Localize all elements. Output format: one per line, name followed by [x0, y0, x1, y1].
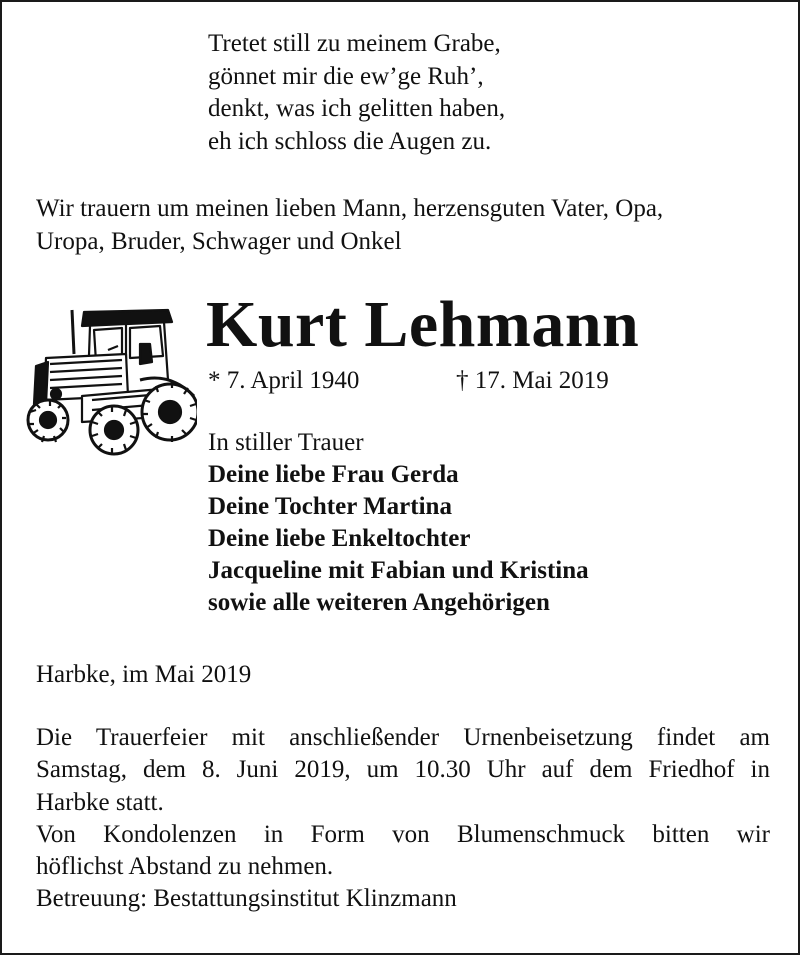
- place-date: Harbke, im Mai 2019: [36, 661, 252, 688]
- mourning-intro: [36, 192, 776, 258]
- mourner-line: Deine Tochter Martina: [208, 493, 452, 520]
- funeral-notice: [36, 722, 770, 916]
- notice-line: Die Trauerfeier mit anschließender Urnenbeisetzung findet am: [36, 724, 770, 751]
- mourner-line: sowie alle weiteren Angehörigen: [208, 589, 550, 616]
- death-date: † 17. Mai 2019: [456, 367, 609, 394]
- notice-line: Samstag, dem 8. Juni 2019, um 10.30 Uhr auf dem Friedhof in: [36, 756, 770, 784]
- deceased-name: Kurt Lehmann: [206, 288, 640, 361]
- tractor-icon: [22, 300, 197, 460]
- life-dates: [208, 366, 609, 396]
- mourner-line: Deine liebe Enkeltochter: [208, 525, 471, 552]
- notice-line: Betreuung: Bestattungsinstitut Klinzmann: [36, 885, 457, 913]
- poem-line: eh ich schloss die Augen zu.: [208, 127, 492, 155]
- mourner-line: Jacqueline mit Fabian und Kristina: [208, 557, 589, 584]
- notice-line: Harbke statt.: [36, 788, 164, 816]
- mourners-intro: In stiller Trauer: [208, 429, 364, 456]
- notice-line: Von Kondolenzen in Form von Blumenschmuck bitten wir: [36, 820, 770, 848]
- memorial-poem: [208, 28, 505, 158]
- intro-line: Uropa, Bruder, Schwager und Onkel: [36, 228, 402, 255]
- mourners-list: [208, 427, 589, 619]
- poem-line: denkt, was ich gelitten haben,: [208, 95, 506, 122]
- mourner-line: Deine liebe Frau Gerda: [208, 461, 459, 488]
- notice-line: höflichst Abstand zu nehmen.: [36, 853, 334, 881]
- intro-line: Wir trauern um meinen lieben Mann, herzensguten Vater, Opa,: [36, 195, 664, 222]
- birth-date: * 7. April 1940: [208, 367, 360, 394]
- poem-line: Tretet still zu meinem Grabe,: [208, 30, 501, 57]
- poem-line: gönnet mir die ew’ge Ruh’,: [208, 62, 484, 90]
